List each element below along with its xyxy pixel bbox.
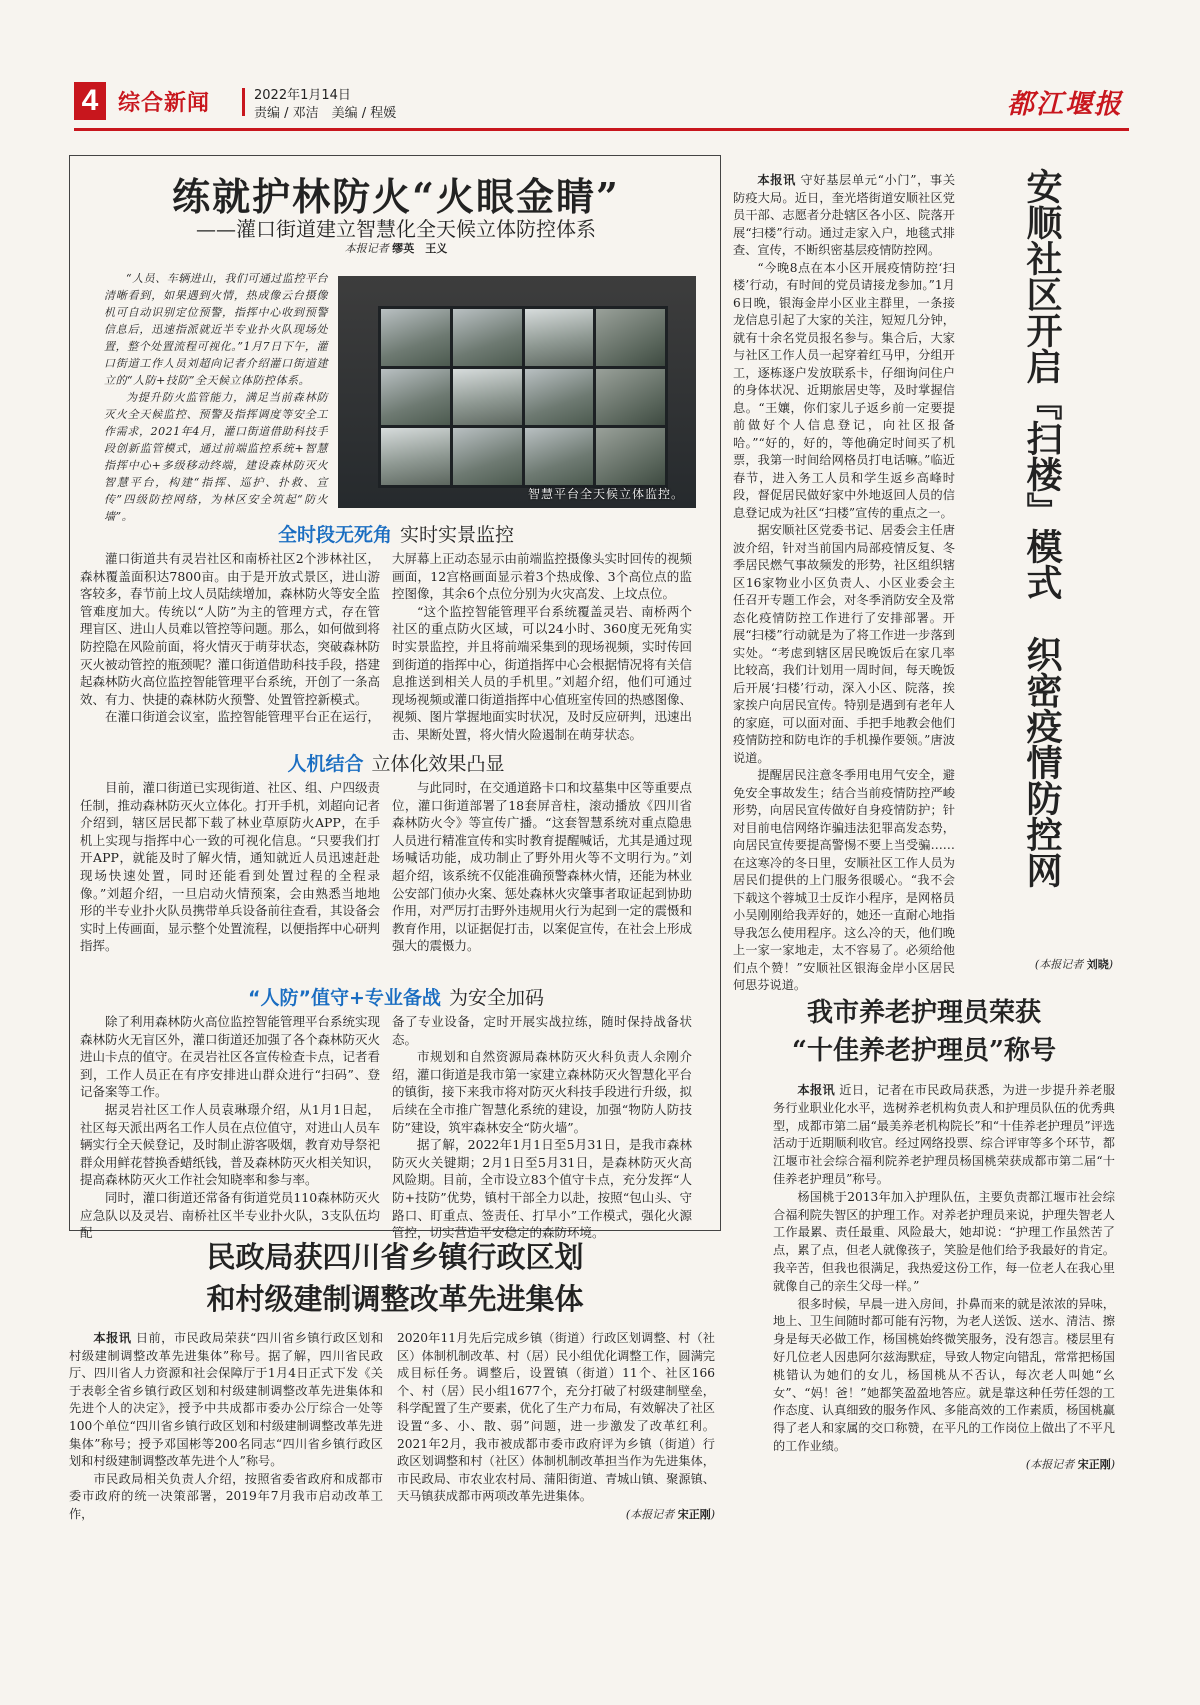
photo-caption: 智慧平台全天候立体监控。 — [527, 487, 684, 501]
section-heading-rest: 为安全加码 — [448, 987, 544, 1009]
kicker: 本报讯 — [797, 1083, 836, 1097]
section-heading — [70, 749, 722, 776]
text-column — [392, 550, 692, 744]
body-paragraph: 市规划和自然资源局森林防灭火科负责人余刚介绍，灌口街道是我市第一家建立森林防灭火智慧化平台的镇街，接下来我市将对防灭火科技手段进行升级，拟后续在全市推广智慧化系统的建设，加强“物防人防技防”建设，筑牢森林安全“防火墙”。 — [392, 1049, 693, 1135]
body-paragraph: 目前，灌口街道已实现街道、社区、组、户四级责任制，推动森林防灭火立体化。打开手机，刘超向记者介绍到，辖区居民都下载了林业草原防火APP，在手机上实现与指挥中心一致的可视化信息。“只要我们打开APP，就能及时了解火情，通知就近人员迅速赶赴现场快速处置，同时还能看到处置过程的全程录像。”刘超介绍，一旦启动火情预案，会由熟悉当地地形的半专业扑火队员携带单兵设备前往查看，其设备会实时上传画面，显示整个处置流程，以便指挥中心研判指挥。 — [80, 780, 381, 954]
issue-date: 2022年1月14日 — [254, 88, 351, 103]
article-anshun-body — [733, 172, 955, 995]
text-column — [392, 1013, 692, 1242]
feature-photo — [338, 276, 696, 508]
section-highlight: “人防”值守+专业备战 — [248, 987, 441, 1009]
body-paragraph: 很多时候，早晨一进入房间，扑鼻而来的就是浓浓的异味，地上、卫生间随时都可能有污物，为老人送饭、送水、清洁、擦身是每天必做工作，杨国桃始终微笑服务，没有怨言。楼层里有好几位老人因患阿尔兹海默症，导致人物定向错乱，常常把杨国桃错认为她们的女儿，杨国桃从不否认，每次老人叫她“幺女”、“妈！爸！”她都笑盈盈地答应。就是靠这种任劳任怨的工作态度、认真细致的服务作风、多能高效的工作素质，杨国桃赢得了老人和家属的交口称赞，在平凡的工作岗位上做出了不平凡的工作业绩。 — [773, 1296, 1115, 1453]
text-column — [392, 779, 692, 955]
body-paragraph: “今晚8点在本小区开展疫情防控‘扫楼’行动，有时间的党员请接龙参加。”1月6日晚，银海金岸小区业主群里，一条接龙信息引起了大家的关注，短短几分钟，就有十余名党员报名参与。集合后，大家与社区工作人员一起穿着红马甲，分组开工，逐栋逐户发放联系卡，仔细询问住户的身体状况、近期旅居史等，及时掌握信息。“王孃，你们家儿子返乡前一定要提前做好个人信息登记，向社区报备哈。”“好的，好的，等他确定时间买了机票，我第一时间给网格员打电话嘛。”临近春节，进入务工人员和学生返乡高峰时段，督促居民做好家中外地返回人员的信息登记成为社区“扫楼”宣传的重点之一。 — [733, 260, 955, 520]
section-title: 综合新闻 — [118, 91, 211, 116]
article-caregiver-byline: (本报记者 宋正刚) — [1025, 1457, 1115, 1471]
body-paragraph: 杨国桃于2013年加入护理队伍，主要负责都江堰市社会综合福利院失智区的护理工作。对养老护理员来说，护理失智老人工作最累、责任最重、风险最大，她却说：“护理工作虽然苦了点，累了点，但老人就像孩子，笑脸是他们给予我最好的肯定。我辛苦，但我也很满足，我热爱这份工作，每一位老人在我心里就像自己的亲生父母一样。” — [773, 1189, 1115, 1293]
body-paragraph: 本报讯 近日，记者在市民政局获悉，为进一步提升养老服务行业职业化水平，选树养老机构负责人和护理员队伍的优秀典型，成都市第二届“最美养老机构院长”和“十佳养老护理员”评选活动于近期顺利收官。经过网络投票、综合评审等多个环节，都江堰市社会综合福利院养老护理员杨国桃荣获成都市第二届“十佳养老护理员”称号。 — [773, 1083, 1116, 1186]
body-paragraph: 与此同时，在交通道路卡口和坟墓集中区等重要点位，灌口街道部署了18套屏音柱，滚动播放《四川省森林防火令》等宣传广播。“这套智慧系统对重点隐患人员进行精准宣传和实时教育提醒喊话，尤其是通过现场喊话功能，成功制止了野外用火等不文明行为。”刘超介绍，该系统不仅能准确预警森林火情，还能为林业公安部门侦办火案、惩处森林火灾肇事者取证起到协助作用，对严厉打击野外违规用火行为起到一定的震慑和教育作用，以证据促打击，以案促宣传，在社会上形成强大的震慑力。 — [392, 780, 693, 954]
text-column — [80, 779, 380, 955]
body-paragraph: 大屏幕上正动态显示由前端监控摄像头实时回传的视频画面，12宫格画面显示着3个热成像、3个高位点的监控图像，其余6个点位分别为火灾高发、上坟点位。 — [392, 551, 693, 602]
page-number: 4 — [74, 82, 106, 120]
masthead — [74, 82, 1129, 124]
headline-line: 我市养老护理员荣获 — [806, 998, 1041, 1028]
lead-paragraph: 为提升防火监管能力，满足当前森林防灭火全天候监控、预警及指挥调度等安全工作需求，2021年4月，灌口街道借助科技手段创新监管模式，通过前端监控系统+智慧指挥中心+多级移动终端，建设森林防灭火智慧平台，构建“指挥、巡护、扑救、宣传”四级防控网络，为林区安全筑起“防火墙”。 — [104, 391, 328, 523]
article-anshun-byline: (本报记者 刘晓) — [1034, 958, 1113, 971]
text-column — [397, 1330, 715, 1524]
text-column — [69, 1330, 383, 1524]
body-paragraph: 在灌口街道会议室，监控智能管理平台正在运行， — [105, 709, 381, 725]
article-anshun-headline: 安顺社区开启『扫楼』模式 织密疫情防控网 — [1021, 168, 1063, 888]
header-rule — [74, 128, 1129, 131]
body-paragraph: 同时，灌口街道还常备有街道党员110森林防灭火应急队以及灵岩、南桥社区半专业扑火队，3支队伍均配 — [80, 1189, 380, 1241]
article-civil-affairs-headline — [69, 1236, 721, 1320]
newspaper-logo: 都江堰报 — [1007, 89, 1123, 120]
article-caregiver-headline — [733, 994, 1115, 1070]
body-paragraph: 据灵岩社区工作人员袁琳璟介绍，从1月1日起，社区每天派出两名工作人员在点位值守，对进山人员车辆实行全天候登记，及时制止游客吸烟，教育劝导祭祀群众用鲜花替换香蜡纸钱，普及森林防灭火相关知识，提高森林防灭火工作社会知晓率和参与率。 — [80, 1101, 381, 1188]
body-paragraph: 本报讯 日前，市民政局荣获“四川省乡镇行政区划和村级建制调整改革先进集体”称号。据了解，四川省民政厅、四川省人力资源和社会保障厅于1月4日正式下发《关于表彰全省乡镇行政区划和村级建制调整改革先进集体和先进个人的决定》，授予中共成都市委办公厅综合一处等100个单位“四川省乡镇行政区划和村级建制调整改革先进集体”称号；授予邓国彬等200名同志“四川省乡镇行政区划和村级建制调整改革先进个人”称号。 — [69, 1331, 384, 1469]
text-column — [80, 550, 380, 726]
body-paragraph: 灌口街道共有灵岩社区和南桥社区2个涉林社区，森林覆盖面积达7800亩。由于是开放式景区，进山游客较多，春节前上坟人员陆续增加，森林防火等安全监管难度加大。传统以“人防”为主的管理方式，存在管理盲区、进山人员难以管控等问题。那么，如何做到将防控隐在风险前面，将火情灭于萌芽状态，突破森林防灭火被动管控的瓶颈呢？灌口街道借助科技手段，搭建起森林防火高位监控智能管理平台系统，开创了一条高效、有力、快捷的森林防火预警、处置管控新模式。 — [80, 551, 381, 707]
feature-headline: 练就护林防火“火眼金睛” — [172, 174, 620, 219]
header-divider — [242, 88, 245, 116]
body-paragraph: 除了利用森林防火高位监控智能管理平台系统实现森林防火无盲区外，灌口街道还加强了各个森林防灭火进山卡点的值守。在灵岩社区各宣传检查卡点，记者看到，工作人员正在有序安排进山群众进行“扫码”、登记备案等工作。 — [80, 1014, 381, 1100]
section-highlight: 人机结合 — [287, 753, 364, 775]
section-heading — [70, 983, 722, 1010]
kicker: 本报讯 — [93, 1331, 132, 1345]
body-paragraph: 据安顺社区党委书记、居委会主任唐波介绍，针对当前国内局部疫情反复、冬季居民燃气事故频发的形势，社区组织辖区16家物业小区负责人、小区业委会主任召开专题工作会，对冬季消防安全及常态化疫情防控工作进行了安排部署。开展“扫楼”行动就是为了将工作进一步落到实处。“考虑到辖区居民晚饭后在家几率比较高，我们计划用一周时间，每天晚饭后开展‘扫楼’行动，深入小区、院落，挨家挨户向居民宣传。特别是遇到有老年人的家庭，可以面对面、手把手地教会他们疫情防控和防电诈的手机操作要领。”唐波说道。 — [733, 523, 955, 765]
body-paragraph: 备了专业设备，定时开展实战拉练，随时保持战备状态。 — [392, 1014, 692, 1047]
section-heading — [70, 520, 722, 547]
body-paragraph: “这个监控智能管理平台系统覆盖灵岩、南桥两个社区的重点防火区域，可以24小时、360度无死角实时实景监控，并且将前端采集到的现场视频，实时传回到街道的指挥中心，街道指挥中心会根据情况将有关信息推送到相关人员的手机里。”刘超介绍，他们可通过现场视频或灌口街道指挥中心值班室传回的热感图像、视频、图片掌握地面实时状况，及时反应研判，迅速出击、果断处置，将火情火险遏制在萌芽状态。 — [392, 603, 693, 742]
body-paragraph: 据了解，2022年1月1日至5月31日，是我市森林防灭火关键期；2月1日至5月31日，是森林防灭火高风险期。目前，全市设立83个值守卡点，充分发挥“人防+技防”优势，镇村干部全力以赴，按照“包山头、守路口、盯重点、签责任、打早小”工作模式，强化火源管控，切实营造平安稳定的森防环境。 — [392, 1137, 692, 1241]
text-column — [80, 1013, 380, 1242]
section-heading-rest: 立体化效果凸显 — [371, 753, 505, 775]
byline-names: 缪英 王义 — [392, 242, 448, 255]
editor-credits: 责编 / 邓洁 美编 / 程媛 — [254, 106, 397, 121]
feature-lead — [104, 270, 328, 525]
kicker: 本报讯 — [757, 173, 796, 187]
byline-label: 本报记者 — [344, 242, 389, 255]
lead-paragraph: “人员、车辆进山，我们可通过监控平台清晰看到，如果遇到火情，热成像云台摄像机可自动识别定位预警，指挥中心收到预警信息后，迅速指派就近半专业扑火队现场处置，整个处置流程可视化。”1月7日下午，灌口街道工作人员刘超向记者介绍灌口街道建立的“人防+技防”全天候立体防控体系。 — [104, 272, 328, 387]
headline-line: “十佳养老护理员”称号 — [792, 1036, 1056, 1066]
body-paragraph: 本报讯 守好基层单元“小门”，事关防疫大局。近日，奎光塔街道安顺社区党员干部、志愿者分赴辖区各小区、院落开展“扫楼”行动。通过走家入户，地毯式排查、宣传，不断织密基层疫情防控网。 — [733, 173, 956, 257]
section-heading-rest: 实时实景监控 — [400, 524, 515, 546]
headline-line: 和村级建制调整改革先进集体 — [206, 1282, 584, 1316]
article-civil-affairs-byline: (本报记者 宋正刚) — [625, 1507, 715, 1521]
headline-line: 民政局获四川省乡镇行政区划 — [206, 1240, 584, 1274]
body-paragraph: 2020年11月先后完成乡镇（街道）行政区划调整、村（社区）体制机制改革、村（居）民小组优化调整工作，圆满完成目标任务。调整后，设置镇（街道）11个、社区166个、村（居）民小组1677个，充分打破了村级建制壁垒，科学配置了生产要素，优化了生产力布局，有效解决了社区设置“多、小、散、弱”问题，进一步激发了改革红利。2021年2月，我市被成都市委市政府评为乡镇（街道）行政区划调整和村（社区）体制机制改革担当作为先进集体，市民政局、市农业农村局、蒲阳街道、青城山镇、聚源镇、天马镇获成都市两项改革先进集体。 — [397, 1331, 715, 1504]
feature-article-box — [69, 155, 721, 1241]
body-paragraph: 市民政局相关负责人介绍，按照省委省政府和成都市委市政府的统一决策部署，2019年7月我市启动改革工作， — [69, 1471, 383, 1521]
article-caregiver-body — [773, 1082, 1115, 1474]
feature-byline — [70, 240, 722, 256]
section-highlight: 全时段无死角 — [277, 524, 392, 546]
body-paragraph: 提醒居民注意冬季用电用气安全，避免安全事故发生；结合当前疫情防控严峻形势，向居民宣传做好自身疫情防护；针对目前电信网络诈骗违法犯罪高发态势，向居民宣传要提高警惕不要上当受骗……在这寒冷的冬日里，安顺社区工作人员为居民们提供的上门服务很暖心。“我不会下载这个蓉城卫士反诈小程序，是网格员小吴刚刚给我弄好的，她还一直耐心地指导我怎么使用程序。这么冷的天，他们晚上一家一家地走，太不容易了。必须给他们点个赞！”安顺社区银海金岸小区居民何思芬说道。 — [733, 768, 955, 992]
feature-subheadline: ——灌口街道建立智慧化全天候立体防控体系 — [196, 217, 596, 241]
monitor-wall — [378, 306, 668, 488]
